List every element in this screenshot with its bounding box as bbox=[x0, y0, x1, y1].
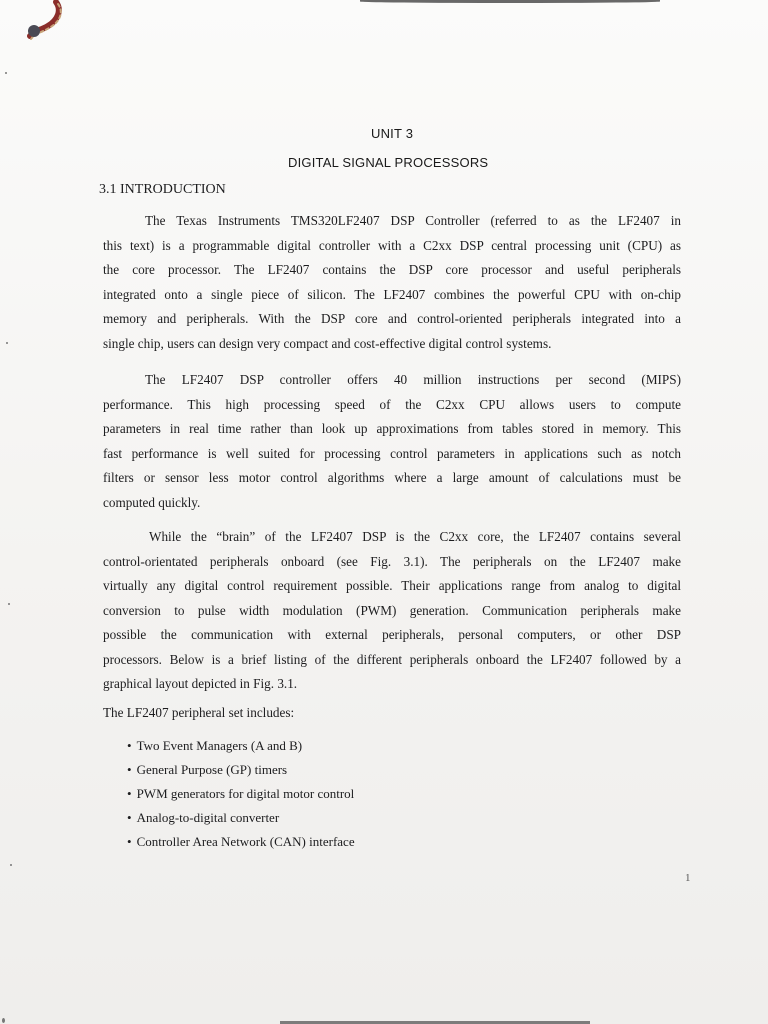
paragraph-line: While the “brain” of the LF2407 DSP is the C2xx core, the LF2407 contains several bbox=[149, 529, 681, 544]
speck bbox=[5, 72, 7, 74]
paragraph-line: integrated onto a single piece of silicon. The LF2407 combines the powerful CPU with on-chip bbox=[103, 286, 681, 302]
paragraph-line: performance. This high processing speed of the C2xx CPU allows users to compute bbox=[103, 396, 681, 412]
corner-smudge-icon bbox=[18, 0, 76, 42]
speck bbox=[10, 864, 12, 866]
paragraph-line: the core processor. The LF2407 contains the DSP core processor and useful peripherals bbox=[103, 262, 681, 277]
paragraph-line: computed quickly. bbox=[103, 494, 201, 510]
paragraph-2 bbox=[103, 368, 681, 515]
page-number: 1 bbox=[685, 872, 691, 884]
list-item: • General Purpose (GP) timers bbox=[127, 758, 355, 782]
section-title: 3.1 INTRODUCTION bbox=[99, 182, 226, 197]
page-top-edge bbox=[360, 0, 660, 3]
paragraph-line: control-orientated peripherals onboard (see Fig. 3.1). The peripherals on the LF2407 make bbox=[103, 553, 681, 569]
paragraph-line: processors. Below is a brief listing of the different peripherals onboard the LF2407 followed by a bbox=[103, 651, 681, 667]
paragraph-line: this text) is a programmable digital controller with a C2xx DSP central processing unit (CPU) as bbox=[103, 237, 681, 253]
paragraph-3 bbox=[103, 525, 681, 697]
paragraph-line: filters or sensor less motor control algorithms where a large amount of calculations must be bbox=[103, 470, 681, 485]
speck bbox=[6, 342, 8, 344]
list-item: • Controller Area Network (CAN) interface bbox=[127, 830, 355, 854]
paragraph-line: fast performance is well suited for processing control parameters in applications such as notch bbox=[103, 445, 681, 461]
peripheral-list bbox=[127, 734, 355, 854]
unit-heading: UNIT 3 bbox=[371, 126, 414, 141]
paragraph-line: virtually any digital control requirement possible. Their applications range from analog to digital bbox=[103, 578, 681, 593]
paragraph-line: parameters in real time rather than look up approximations from tables stored in memory. This bbox=[103, 421, 681, 436]
list-item: • Analog-to-digital converter bbox=[127, 806, 355, 830]
list-item: • PWM generators for digital motor control bbox=[127, 782, 355, 806]
paragraph-line: possible the communication with external peripherals, personal computers, or other DSP bbox=[103, 627, 681, 642]
paragraph-line: graphical layout depicted in Fig. 3.1. bbox=[103, 676, 298, 691]
chapter-title: DIGITAL SIGNAL PROCESSORS bbox=[288, 155, 489, 170]
paragraph-line: The LF2407 DSP controller offers 40 million instructions per second (MIPS) bbox=[145, 372, 681, 387]
paragraph-line: The Texas Instruments TMS320LF2407 DSP Controller (referred to as the LF2407 in bbox=[145, 213, 681, 228]
paragraph-line: conversion to pulse width modulation (PWM) generation. Communication peripherals make bbox=[103, 602, 681, 618]
paragraph-line: single chip, users can design very compact and cost-effective digital control systems. bbox=[103, 335, 552, 351]
speck bbox=[2, 1018, 5, 1023]
paragraph-line: memory and peripherals. With the DSP core and control-oriented peripherals integrated into a bbox=[103, 311, 681, 326]
peripheral-list-intro: The LF2407 peripheral set includes: bbox=[103, 705, 295, 720]
speck bbox=[8, 603, 10, 605]
paragraph-1 bbox=[103, 209, 681, 356]
list-item: • Two Event Managers (A and B) bbox=[127, 734, 355, 758]
